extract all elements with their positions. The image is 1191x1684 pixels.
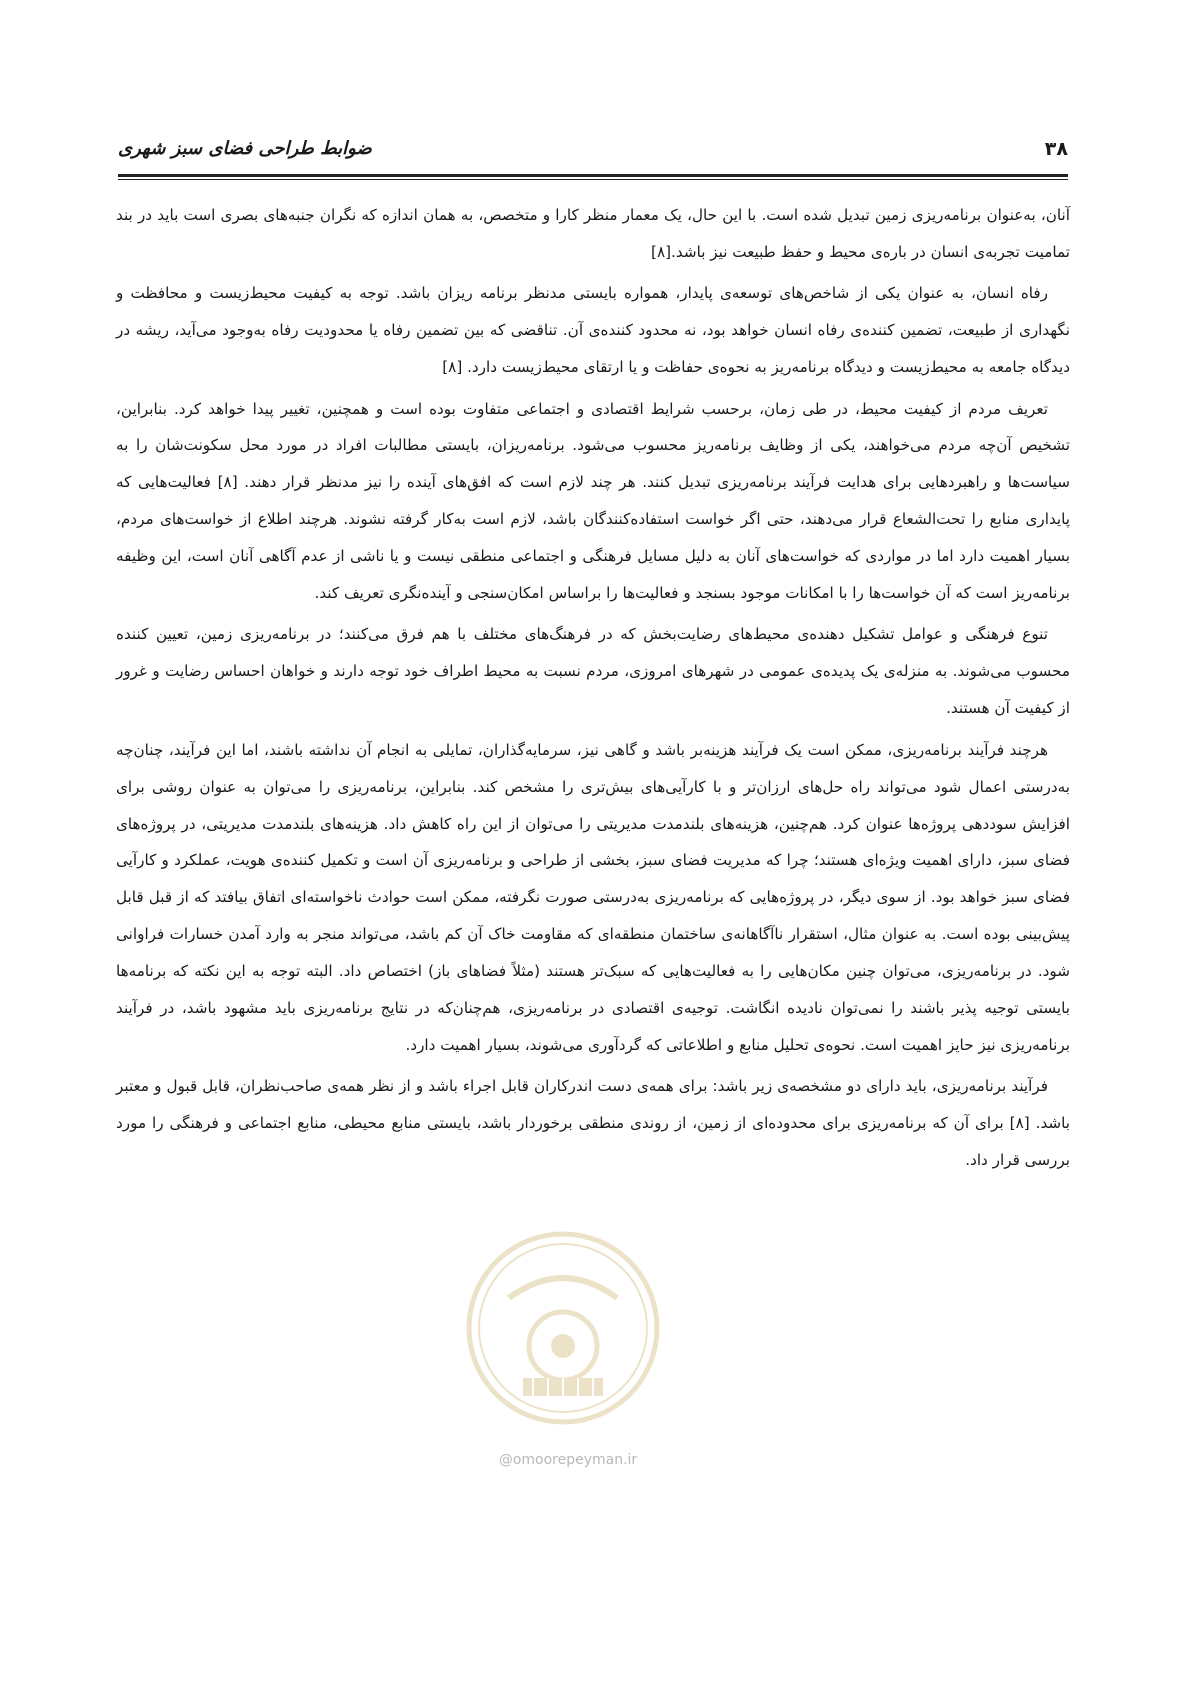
paragraph-4: تنوع فرهنگی و عوامل تشکیل دهنده‌ی محیط‌های رضایت‌بخش که در فرهنگ‌های مختلف با هم فرق می‌کنند؛ در برنامه‌ریزی زمین، تعیین کننده محسوب می‌شوند. به منزله‌ی یک پدیده‌ی عمومی در شهرهای امروزی، مردم نسبت به محیط اطراف خود توجه دارند و خواهان احساس رضایت و غرور از کیفیت آن هستند. xyxy=(116,625,1070,718)
watermark-url: @omoorepeyman.ir xyxy=(498,1452,638,1468)
paragraph-6: فرآیند برنامه‌ریزی، باید دارای دو مشخصه‌ی زیر باشد: برای همه‌ی دست اندرکاران قابل اجراء باشد و از نظر همه‌ی صاحب‌نظران، قابل قبول و معتبر باشد. [۸] برای آن که برنامه‌ریزی برای محدوده‌ای از زمین، از روندی منطقی برخوردار باشد، بایستی منابع محیطی، منابع اجتماعی و فرهنگی را مورد بررسی قرار داد. xyxy=(116,1077,1070,1170)
header-rule xyxy=(118,174,1068,177)
running-title: ضوابط طراحی فضای سبز شهری xyxy=(118,138,372,159)
watermark-seal-logo xyxy=(463,1228,663,1428)
header-rule-thin xyxy=(118,179,1068,180)
paragraph-3: تعریف مردم از کیفیت محیط، در طی زمان، برحسب شرایط اقتصادی و اجتماعی متفاوت بوده است و همچنین، تغییر پیدا خواهد کرد. بنابراین، تشخیص آن‌چه مردم می‌خواهند، یکی از وظایف برنامه‌ریز محسوب می‌شود. برنامه‌ریزان، بایستی مطالبات افراد در مورد محل سکونت‌شان را به سیاست‌ها و راهبردهایی برای هدایت فرآیند برنامه‌ریزی تبدیل کنند. هر چند لازم است که افق‌های آینده را نیز مدنظر قرار دهند. [۸] فعالیت‌هایی که پایداری منابع را تحت‌الشعاع قرار می‌دهند، حتی اگر خواست استفاده‌کنندگان باشد، لازم است به‌کار گرفته نشوند. هرچند اطلاع از خواست‌های مردم، بسیار اهمیت دارد اما در مواردی که خواست‌های آنان به دلیل مسایل فرهنگی و اجتماعی منطقی نیست و یا ناشی از عدم آگاهی آنان است، این وظیفه برنامه‌ریز است که آن خواست‌ها را با امکانات موجود بسنجد و فعالیت‌ها را براساس امکان‌سنجی و آینده‌نگری تعریف کند. xyxy=(116,399,1070,603)
paragraph-5: هرچند فرآیند برنامه‌ریزی، ممکن است یک فرآیند هزینه‌بر باشد و گاهی نیز، سرمایه‌گذاران، تمایلی به انجام آن نداشته باشند، اما این فرآیند، چنان‌چه به‌درستی اعمال شود می‌تواند راه حل‌های ارزان‌تر و با کارآیی‌های بیش‌تری را مشخص کند. بنابراین، برنامه‌ریزی را می‌توان به عنوان روشی برای افزایش سوددهی پروژه‌ها عنوان کرد. هم‌چنین، هزینه‌های بلندمدت مدیریتی را می‌توان از این راه کاهش داد. هزینه‌های بلندمدت مدیریتی، در پروژه‌های فضای سبز، دارای اهمیت ویژه‌ای هستند؛ چرا که مدیریت فضای سبز، بخشی از طراحی و برنامه‌ریزی آن است و تکمیل کننده‌ی هویت، عملکرد و کارآیی فضای سبز خواهد بود. از سوی دیگر، در پروژه‌هایی که برنامه‌ریزی به‌درستی صورت نگرفته، ممکن است حوادث ناخواسته‌ای اتفاق بیافتد که از قبل قابل پیش‌بینی بوده است. به عنوان مثال، استقرار ناآگاهانه‌ی ساختمان منطقه‌ای که مقاومت خاک آن کم باشد، می‌تواند منجر به وارد آمدن خسارات فراوانی شود. در برنامه‌ریزی، می‌توان چنین مکان‌هایی را به فعالیت‌هایی که سبک‌تر هستند (مثلاً فضاهای باز) اختصاص داد. البته توجه به این نکته که برنامه‌ها بایستی توجیه پذیر باشند را نمی‌توان نادیده انگاشت. توجیه‌ی اقتصادی در برنامه‌ریزی، هم‌چنان‌که در نتایج برنامه‌ریزی باید مشهود باشد، در فرآیند برنامه‌ریزی نیز حایز اهمیت است. نحوه‌ی تحلیل منابع و اطلاعاتی که گردآوری می‌شوند، بسیار اهمیت دارد. xyxy=(116,740,1070,1054)
body-text xyxy=(116,197,1070,1184)
paragraph-1: آنان، به‌عنوان برنامه‌ریزی زمین تبدیل شده است. با این حال، یک معمار منظر کارا و متخصص، به همان اندازه که نگران جنبه‌های بصری است باید در بند تمامیت تجربه‌ی انسان در باره‌ی محیط و حفظ طبیعت نیز باشد.[۸] xyxy=(116,206,1070,261)
paragraph-2: رفاه انسان، به عنوان یکی از شاخص‌های توسعه‌ی پایدار، همواره بایستی مدنظر برنامه ریزان باشد. توجه به کیفیت محیط‌زیست و محافظت و نگهداری از طبیعت، تضمین کننده‌ی رفاه انسان خواهد بود، نه محدود کننده‌ی آن. تناقضی که بین تضمین رفاه یا محدودیت رفاه به‌وجود می‌آید، ریشه در دیدگاه جامعه به محیط‌زیست و دیدگاه برنامه‌ریز به نحوه‌ی حفاظت و یا ارتقای محیط‌زیست دارد. [۸] xyxy=(116,284,1070,377)
page-header xyxy=(118,136,1068,174)
page-number: ۳۸ xyxy=(1044,138,1068,160)
